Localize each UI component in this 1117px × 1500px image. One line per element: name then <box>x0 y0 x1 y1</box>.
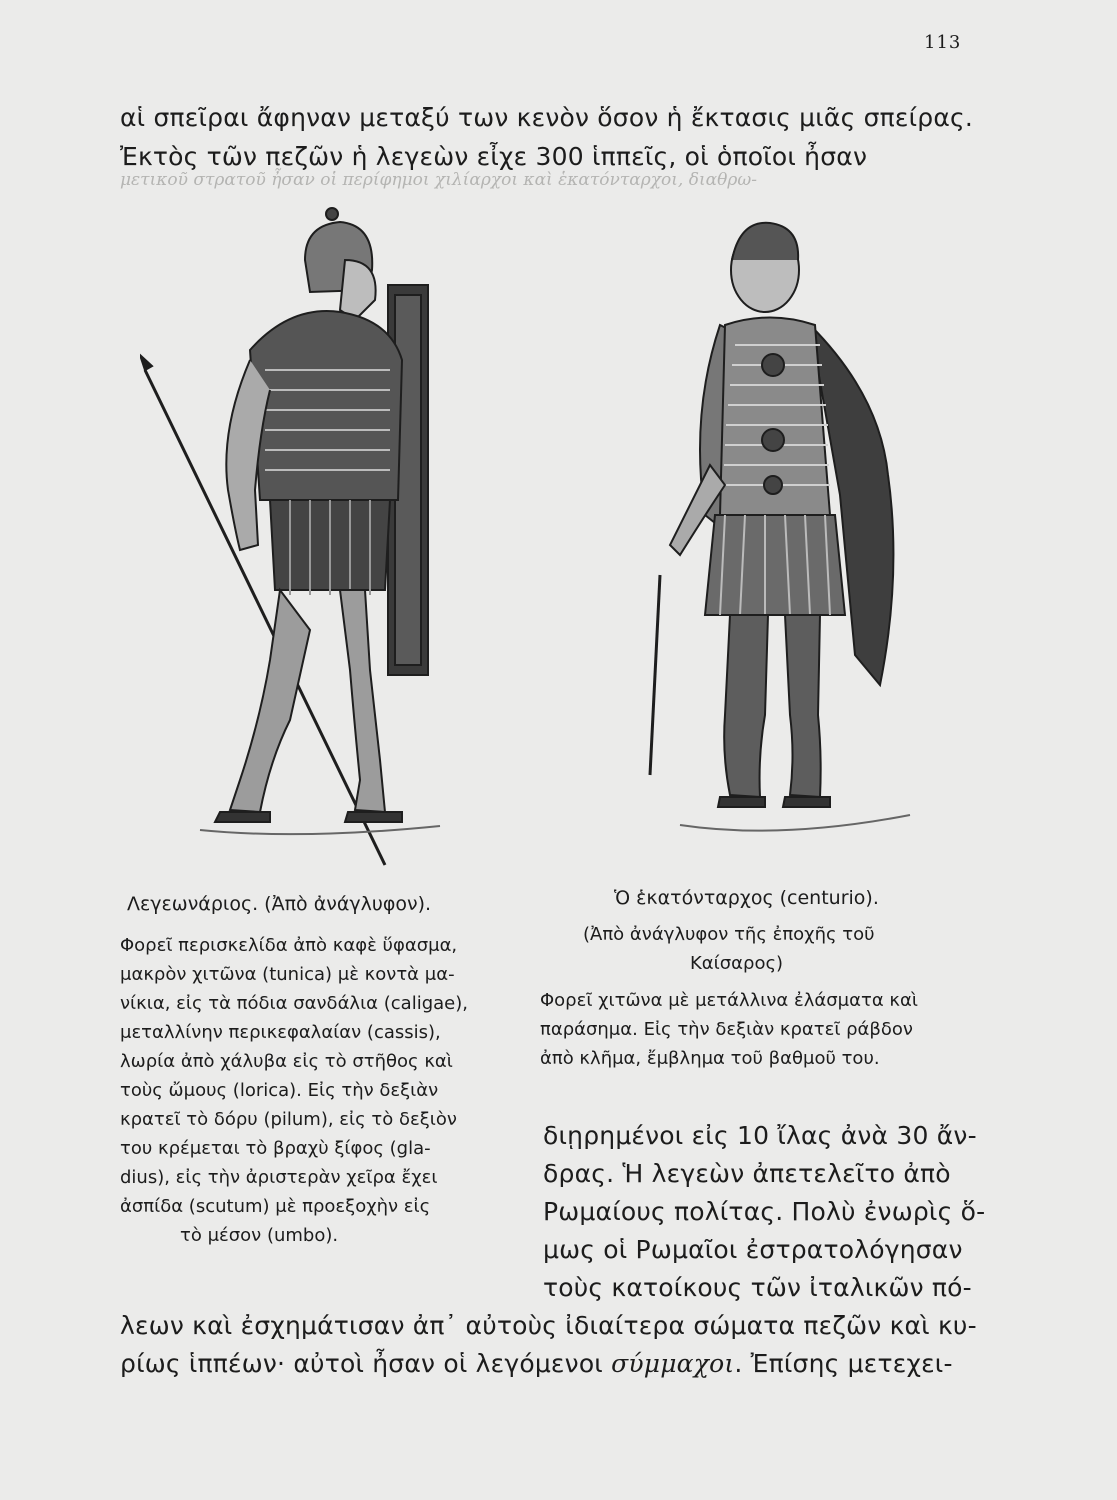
body-line: λεων καὶ ἐσχημάτισαν ἀπ᾽ αὐτοὺς ἰδιαίτερα σώματα πεζῶν καὶ κυ- <box>120 1311 977 1340</box>
body-line: δρας. Ἡ λεγεὼν ἀπετελεῖτο ἀπὸ <box>543 1159 951 1188</box>
centurion-caption-line: ἀπὸ κλῆμα, ἔμβλημα τοῦ βαθμοῦ του. <box>540 1048 880 1069</box>
centurion-caption-source: (Ἀπὸ ἀνάγλυφον τῆς ἐποχῆς τοῦ <box>583 924 875 945</box>
body-line: αἱ σπεῖραι ἄφηναν μεταξύ των κενὸν ὅσον ἡ ἔκτασις μιᾶς σπείρας. <box>120 103 974 132</box>
legionary-caption-line: κρατεῖ τὸ δόρυ (pilum), εἰς τὸ δεξιὸν <box>120 1109 457 1130</box>
legionary-caption-line: τοὺς ὤμους (lorica). Εἰς τὴν δεξιὰν <box>120 1080 439 1101</box>
bleed-through-text: μετικοῦ στρατοῦ ἦσαν οἱ περίφημοι χιλίαρχοι καὶ ἑκατόνταρχοι, διαθρω- <box>120 170 757 190</box>
legionary-caption-line: ἀσπίδα (scutum) μὲ προεξοχὴν εἰς <box>120 1196 431 1217</box>
legionary-caption-line: τὸ μέσον (umbo). <box>180 1225 339 1246</box>
body-line: Ἐκτὸς τῶν πεζῶν ἡ λεγεὼν εἶχε 300 ἱππεῖς, οἱ ὁποῖοι ἦσαν <box>120 142 868 171</box>
legionary-illustration <box>140 200 470 880</box>
body-line: μως οἱ Ρωμαῖοι ἐστρατολόγησαν <box>543 1235 963 1264</box>
legionary-caption-line: Φορεῖ περισκελίδα ἀπὸ καφὲ ὕφασμα, <box>120 935 458 956</box>
legionary-caption-title: Λεγεωνάριος. (Ἀπὸ ἀνάγλυφον). <box>127 893 432 915</box>
centurion-caption-line: Φορεῖ χιτῶνα μὲ μετάλλινα ἐλάσματα καὶ <box>540 990 918 1011</box>
body-line: Ρωμαίους πολίτας. Πολὺ ἐνωρὶς ὅ- <box>543 1197 986 1226</box>
body-line: τοὺς κατοίκους τῶν ἰταλικῶν πό- <box>543 1273 972 1302</box>
legionary-caption-line: νίκια, εἰς τὰ πόδια σανδάλια (caligae), <box>120 993 468 1014</box>
body-text: ρίως ἱππέων· αὐτοὶ ἦσαν οἱ λεγόμενοι <box>120 1349 612 1378</box>
centurion-illustration <box>640 215 940 875</box>
centurion-caption-line: παράσημα. Εἰς τὴν δεξιὰν κρατεῖ ράβδον <box>540 1019 913 1040</box>
legionary-caption-line: του κρέμεται τὸ βραχὺ ξίφος (gla- <box>120 1138 431 1159</box>
page-number: 113 <box>924 32 962 53</box>
legionary-caption-line: dius), εἰς τὴν ἀριστερὰν χεῖρα ἔχει <box>120 1167 438 1188</box>
body-line-last <box>120 1349 953 1378</box>
body-text: . Ἐπίσης μετεχει- <box>734 1349 953 1378</box>
centurion-caption-title: Ὁ ἑκατόνταρχος (centurio). <box>614 887 879 909</box>
legionary-caption-line: λωρία ἀπὸ χάλυβα εἰς τὸ στῆθος καὶ <box>120 1051 453 1072</box>
body-line: διῃρημένοι εἰς 10 ἴλας ἀνὰ 30 ἄν- <box>543 1121 977 1150</box>
italic-term: σύμμαχοι <box>611 1349 735 1378</box>
legionary-caption-line: μεταλλίνην περικεφαλαίαν (cassis), <box>120 1022 441 1043</box>
centurion-caption-source: Καίσαρος) <box>690 953 784 974</box>
legionary-caption-line: μακρὸν χιτῶνα (tunica) μὲ κοντὰ μα- <box>120 964 455 985</box>
